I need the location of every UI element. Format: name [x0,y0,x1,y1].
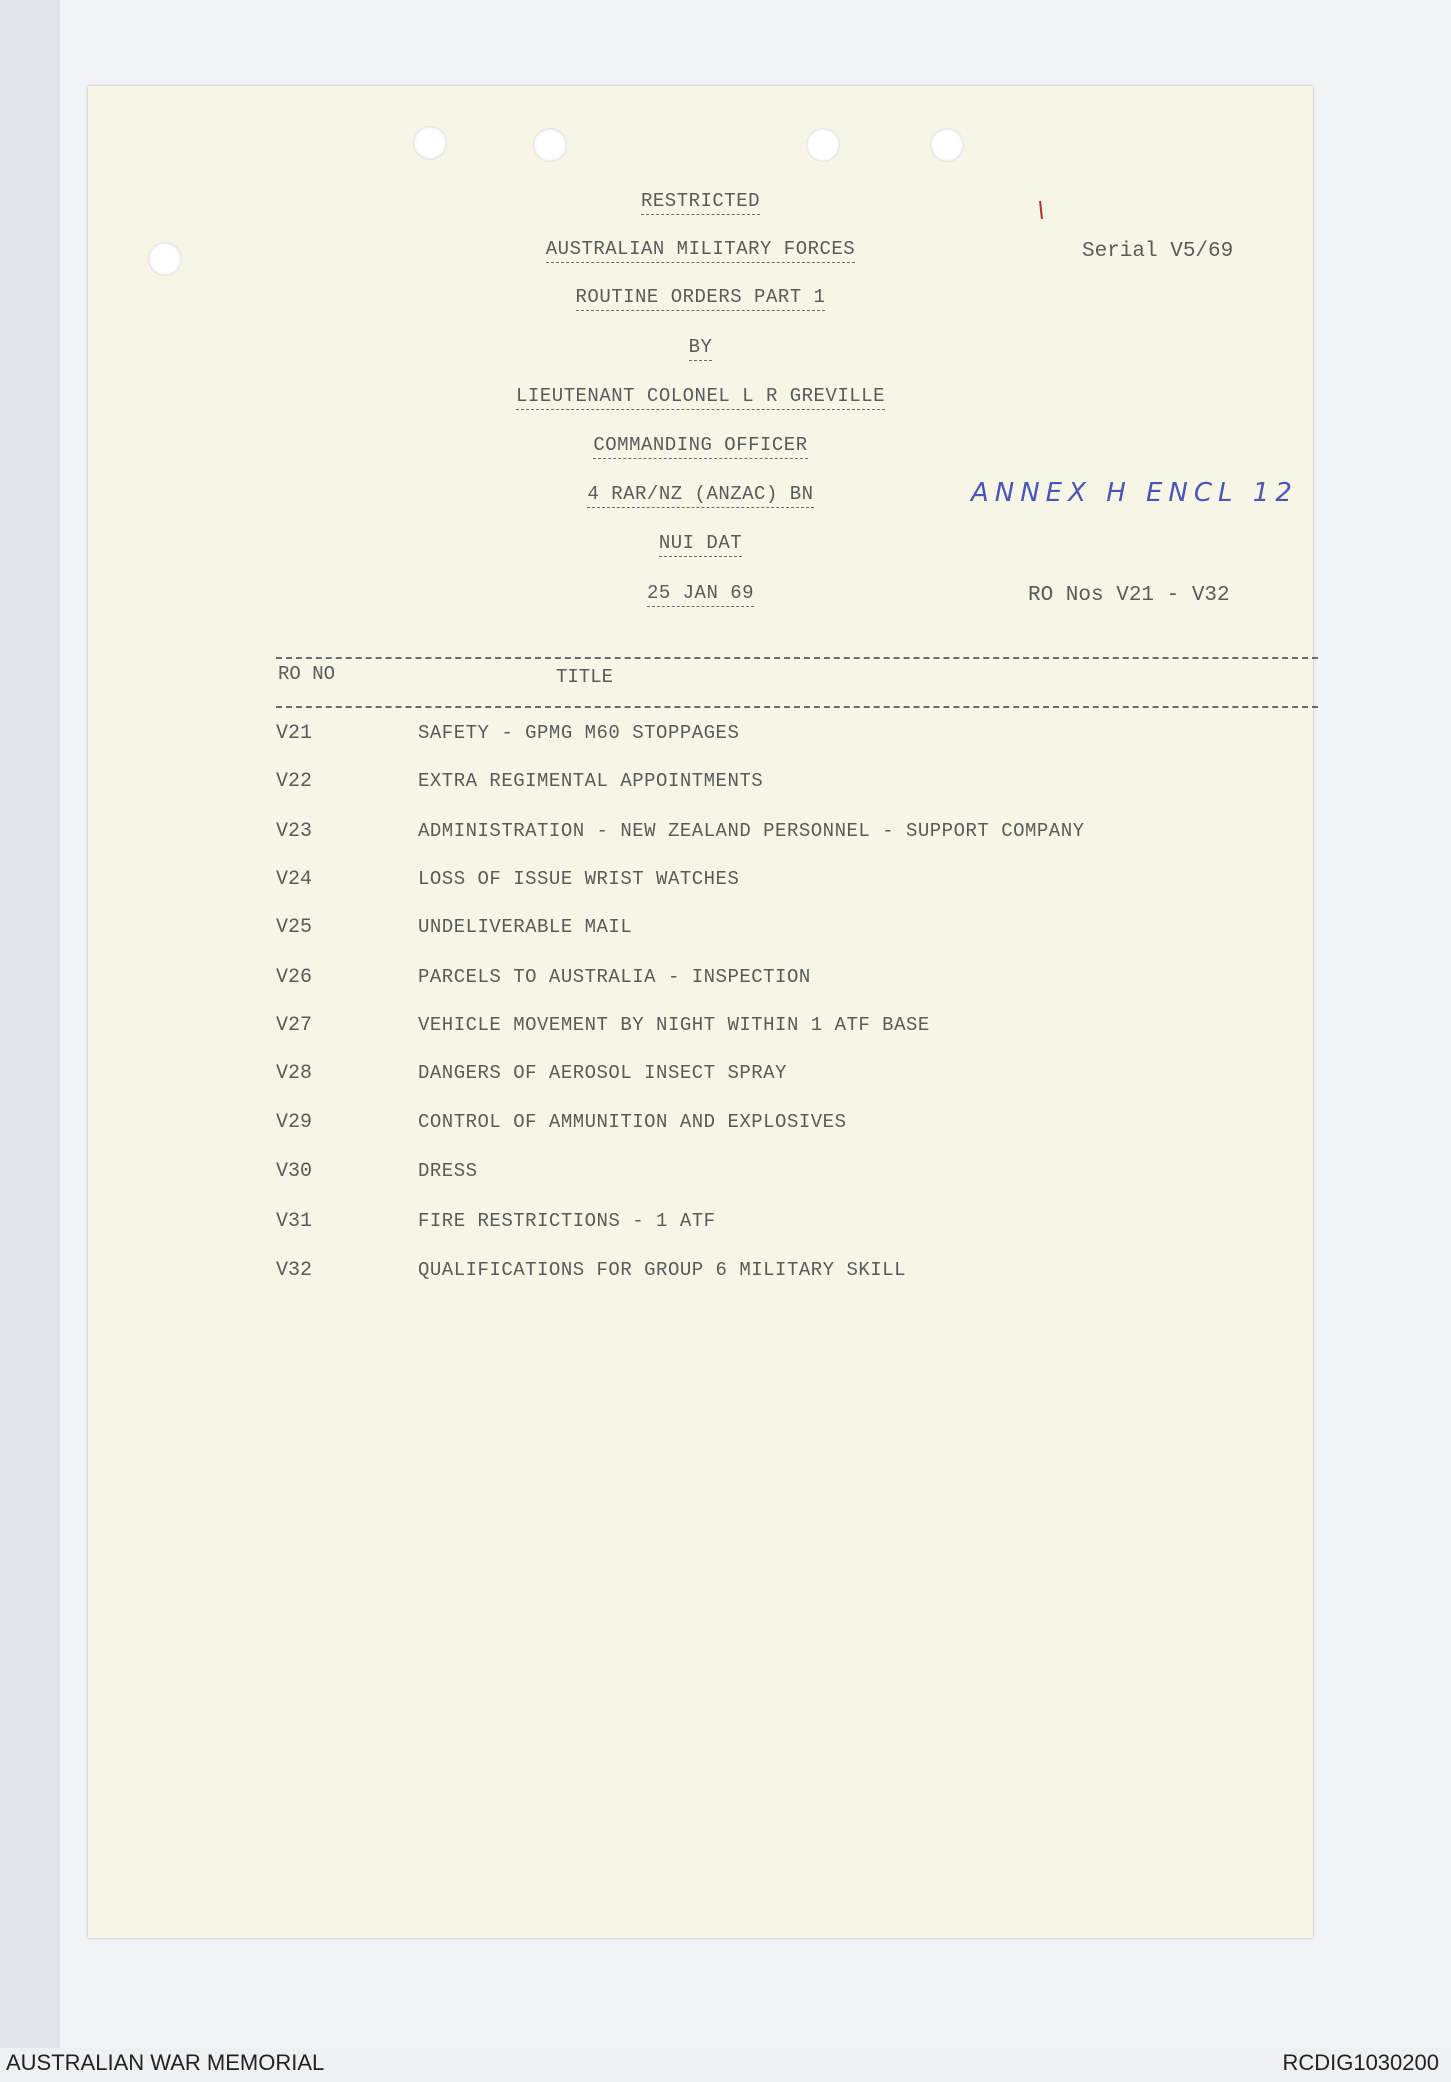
ro-number: V28 [276,1062,313,1085]
ro-number: V24 [276,868,313,891]
role-heading: COMMANDING OFFICER [88,434,1313,456]
table-header-rule [276,706,1318,708]
list-item [88,1014,1313,1044]
ro-title: CONTROL OF AMMUNITION AND EXPLOSIVES [418,1111,847,1133]
punch-hole [806,128,840,162]
scan-edge [0,0,60,2048]
date-heading: 25 JAN 69 [88,582,1313,604]
ro-number: V23 [276,820,313,843]
orders-heading: ROUTINE ORDERS PART 1 [88,286,1313,308]
list-item [88,820,1313,850]
list-item [88,868,1313,898]
ro-number: V27 [276,1014,313,1037]
ro-number: V22 [276,770,313,793]
ro-title: PARCELS TO AUSTRALIA - INSPECTION [418,966,811,988]
list-item [88,916,1313,946]
ro-number: V26 [276,966,313,989]
ro-number: V29 [276,1111,313,1134]
list-item [88,1160,1313,1190]
list-item [88,966,1313,996]
force-heading: AUSTRALIAN MILITARY FORCES [88,238,1313,260]
ro-title: SAFETY - GPMG M60 STOPPAGES [418,722,740,744]
ro-title: ADMINISTRATION - NEW ZEALAND PERSONNEL - SUPPORT COMPANY [418,820,1085,842]
ro-title: FIRE RESTRICTIONS - 1 ATF [418,1210,716,1232]
ro-title: QUALIFICATIONS FOR GROUP 6 MILITARY SKILL [418,1259,906,1281]
ro-title: DANGERS OF AEROSOL INSECT SPRAY [418,1062,787,1084]
by-heading: BY [88,336,1313,358]
title-header: TITLE [556,666,614,688]
ro-number: V32 [276,1259,313,1282]
list-item [88,1259,1313,1289]
list-item [88,1111,1313,1141]
list-item [88,1062,1313,1092]
ro-title: LOSS OF ISSUE WRIST WATCHES [418,868,740,890]
serial-number: Serial V5/69 [1082,240,1234,263]
ro-number: V25 [276,916,313,939]
list-item [88,770,1313,800]
list-item [88,1210,1313,1240]
handwritten-annotation: ANNEX H ENCL 12 [971,478,1298,508]
table-top-rule [276,657,1318,659]
ro-title: VEHICLE MOVEMENT BY NIGHT WITHIN 1 ATF BASE [418,1014,930,1036]
ro-no-header: RO NO [278,663,336,685]
footer-archive-name: AUSTRALIAN WAR MEMORIAL [6,2050,325,2075]
ro-number: V30 [276,1160,313,1183]
footer-record-id: RCDIG1030200 [1282,2050,1439,2075]
punch-hole [413,126,447,160]
document-page [88,86,1313,1938]
ro-number: V31 [276,1210,313,1233]
classification-heading: RESTRICTED [88,190,1313,212]
punch-hole [533,128,567,162]
ro-title: UNDELIVERABLE MAIL [418,916,633,938]
ro-title: DRESS [418,1160,478,1182]
punch-hole [930,128,964,162]
unit-heading: 4 RAR/NZ (ANZAC) BN [88,483,1313,505]
location-heading: NUI DAT [88,532,1313,554]
officer-heading: LIEUTENANT COLONEL L R GREVILLE [88,385,1313,407]
ro-title: EXTRA REGIMENTAL APPOINTMENTS [418,770,764,792]
ro-number-range: RO Nos V21 - V32 [1028,584,1230,607]
list-item [88,722,1313,752]
ro-number: V21 [276,722,313,745]
